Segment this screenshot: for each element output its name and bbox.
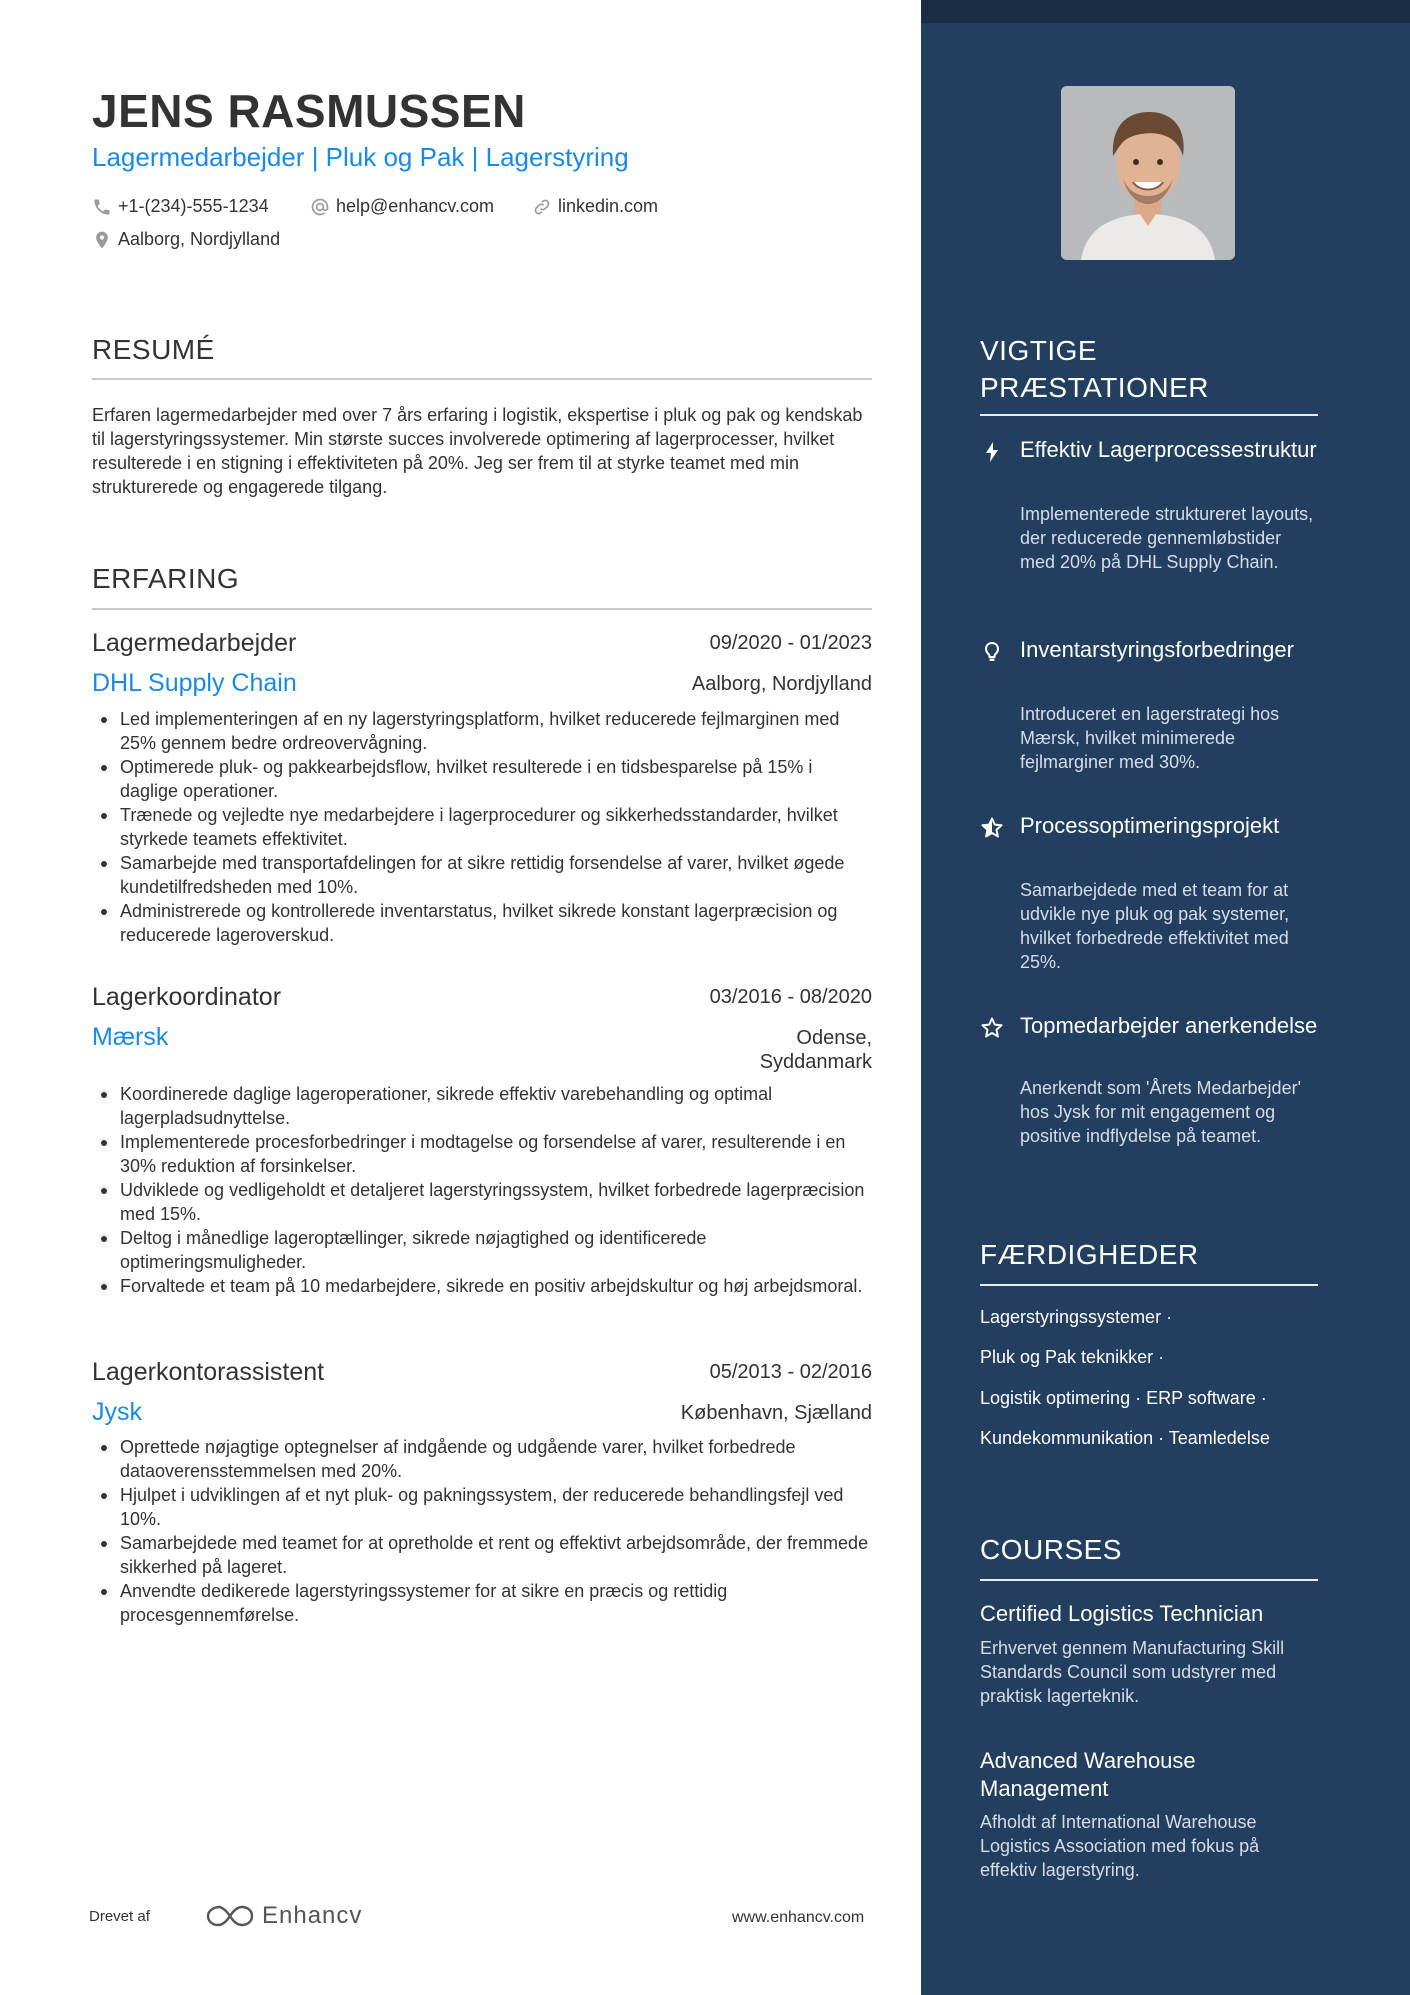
job-bullet: Deltog i månedlige lageroptællinger, sikrede nøjagtighed og identificerede optimeringsmuligheder. xyxy=(92,1226,872,1274)
job-bullet: Udviklede og vedligeholdt et detaljeret lagerstyringssystem, hvilket forbedrede lagerpræcision med 15%. xyxy=(92,1178,872,1226)
courses-title: COURSES xyxy=(980,1534,1122,1565)
job-bullet: Anvendte dedikerede lagerstyringssystemer for at sikre en præcis og rettidig procesgennemførelse. xyxy=(92,1579,872,1627)
skill-line: Pluk og Pak teknikker · xyxy=(980,1347,1165,1367)
job-location-line: Odense, xyxy=(796,1027,872,1049)
phone-icon xyxy=(92,197,112,217)
candidate-name: JENS RASMUSSEN xyxy=(92,85,526,137)
achievements-title xyxy=(980,332,1209,406)
footer-logo[interactable] xyxy=(206,1902,362,1930)
job-bullet: Hjulpet i udviklingen af et nyt pluk- og pakningssystem, der reducerede behandlingsfejl ved 10%. xyxy=(92,1483,872,1531)
achievement-description: Anerkendt som 'Årets Medarbejder' hos Jysk for mit engagement og positive indflydelse på teamet. xyxy=(1020,1078,1302,1146)
job-bullet: Implementerede procesforbedringer i modtagelse og forsendelse af varer, resulterende i en 30% reduktion af forsinkelser. xyxy=(92,1130,872,1178)
job-bullet: Koordinerede daglige lageroperationer, sikrede effektiv varebehandling og optimal lagerpladsudnyttelse. xyxy=(92,1082,872,1130)
course-title: Certified Logistics Technician xyxy=(980,1601,1264,1626)
enhancv-logo-icon xyxy=(206,1903,254,1929)
course-description: Erhvervet gennem Manufacturing Skill Standards Council som udstyrer med praktisk lagerteknik. xyxy=(980,1638,1285,1706)
achievement-description: Implementerede struktureret layouts, der reducerede gennemløbstider med 20% på DHL Supply Chain. xyxy=(1020,504,1314,572)
job-company: Jysk xyxy=(92,1398,142,1426)
experience-divider xyxy=(92,608,872,610)
linkedin-text: linkedin.com xyxy=(558,196,659,216)
achievement-title: Effektiv Lagerprocessestruktur xyxy=(1020,437,1317,462)
profile-photo xyxy=(1061,86,1235,260)
job-bullets xyxy=(92,1435,872,1627)
job-bullet: Administrerede og kontrollerede inventarstatus, hvilket sikrede konstant lagerpræcision og reducerede lageroverskud. xyxy=(92,899,872,947)
job-bullet: Forvaltede et team på 10 medarbejdere, sikrede en positiv arbejdskultur og høj arbejdsmoral. xyxy=(92,1274,872,1298)
sidebar-top-bar xyxy=(921,0,1410,23)
contact-phone[interactable] xyxy=(92,196,269,217)
course-title: Advanced Warehouse Management xyxy=(980,1748,1196,1801)
job-location: København, Sjælland xyxy=(680,1402,872,1424)
contact-email[interactable] xyxy=(310,196,494,217)
job-company: DHL Supply Chain xyxy=(92,669,297,697)
achievements-title-line: VIGTIGE xyxy=(980,335,1098,366)
footer-url[interactable]: www.enhancv.com xyxy=(732,1909,865,1926)
bolt-icon xyxy=(980,440,1004,464)
footer-brand: Enhancv xyxy=(262,1902,363,1929)
email-text: help@enhancv.com xyxy=(336,196,495,216)
footer-powered-by: Drevet af xyxy=(89,1908,150,1925)
job-title: Lagermedarbejder xyxy=(92,629,297,657)
avatar xyxy=(1061,86,1235,260)
job-location xyxy=(760,1026,872,1074)
at-icon xyxy=(310,197,330,217)
phone-text: +1-(234)-555-1234 xyxy=(118,196,269,216)
skill-line: Logistik optimering · ERP software · xyxy=(980,1388,1267,1408)
achievements-title-line: PRÆSTATIONER xyxy=(980,372,1209,403)
course-description: Afholdt af International Warehouse Logistics Association med fokus på effektiv lagerstyring. xyxy=(980,1812,1260,1880)
location-text: Aalborg, Nordjylland xyxy=(118,229,281,249)
job-dates: 03/2016 - 08/2020 xyxy=(709,986,872,1008)
location-pin-icon xyxy=(92,230,112,250)
job-bullet: Optimerede pluk- og pakkearbejdsflow, hvilket resulterede i en tidsbesparelse på 15% i daglige operationer. xyxy=(92,755,872,803)
summary-divider xyxy=(92,378,872,380)
contact-linkedin[interactable] xyxy=(532,196,658,217)
job-bullets xyxy=(92,707,872,947)
achievement-title: Topmedarbejder anerkendelse xyxy=(1020,1013,1318,1038)
job-title: Lagerkoordinator xyxy=(92,983,282,1011)
summary-text: Erfaren lagermedarbejder med over 7 års erfaring i logistik, ekspertise i pluk og pak og kendskab til lagerstyringssystemer. Min største succes involverede optimering af lagerprocesser, hvilket resulterede i en stigning i effektiviteten på 20%. Jeg ser frem til at styrke teamet med min strukturerede og engagerede tilgang. xyxy=(92,405,863,497)
achievement-description: Samarbejdede med et team for at udvikle nye pluk og pak systemer, hvilket forbedrede effektivitet med 25%. xyxy=(1020,880,1290,972)
job-dates: 05/2013 - 02/2016 xyxy=(709,1361,872,1383)
star-outline-icon xyxy=(980,1016,1004,1040)
skills-divider xyxy=(980,1284,1318,1286)
achievement-title: Inventarstyringsforbedringer xyxy=(1020,637,1294,662)
contact-location xyxy=(92,229,280,250)
job-bullet: Led implementeringen af en ny lagerstyringsplatform, hvilket reducerede fejlmarginen med 25% gennem bedre ordreovervågning. xyxy=(92,707,872,755)
job-bullets xyxy=(92,1082,872,1298)
skill-line: Kundekommunikation · Teamledelse xyxy=(980,1428,1270,1448)
job-bullet: Samarbejdede med teamet for at opretholde et rent og effektivt arbejdsområde, der fremmede sikkerhed på lageret. xyxy=(92,1531,872,1579)
job-bullet: Samarbejde med transportafdelingen for at sikre rettidig forsendelse af varer, hvilket øgede kundetilfredsheden med 10%. xyxy=(92,851,872,899)
skill-line: Lagerstyringssystemer · xyxy=(980,1307,1173,1327)
courses-divider xyxy=(980,1579,1318,1581)
job-bullet: Oprettede nøjagtige optegnelser af indgående og udgående varer, hvilket forbedrede dataoverensstemmelsen med 20%. xyxy=(92,1435,872,1483)
skills-title: FÆRDIGHEDER xyxy=(980,1239,1199,1270)
achievement-title: Processoptimeringsprojekt xyxy=(1020,813,1280,838)
experience-title: ERFARING xyxy=(92,563,240,594)
summary-title: RESUMÉ xyxy=(92,334,215,365)
job-location: Aalborg, Nordjylland xyxy=(691,673,872,695)
headline: Lagermedarbejder | Pluk og Pak | Lagerstyring xyxy=(92,142,629,172)
lightbulb-icon xyxy=(980,640,1004,664)
link-icon xyxy=(532,197,552,217)
job-location-line: Syddanmark xyxy=(759,1051,872,1073)
job-dates: 09/2020 - 01/2023 xyxy=(709,632,872,654)
job-company: Mærsk xyxy=(92,1023,169,1051)
job-bullet: Trænede og vejledte nye medarbejdere i lagerprocedurer og sikkerhedsstandarder, hvilket styrkede teamets effektivitet. xyxy=(92,803,872,851)
achievements-divider xyxy=(980,414,1318,416)
star-half-icon xyxy=(980,816,1004,840)
job-title: Lagerkontorassistent xyxy=(92,1358,325,1386)
achievement-description: Introduceret en lagerstrategi hos Mærsk, hvilket minimerede fejlmarginer med 30%. xyxy=(1020,704,1280,772)
